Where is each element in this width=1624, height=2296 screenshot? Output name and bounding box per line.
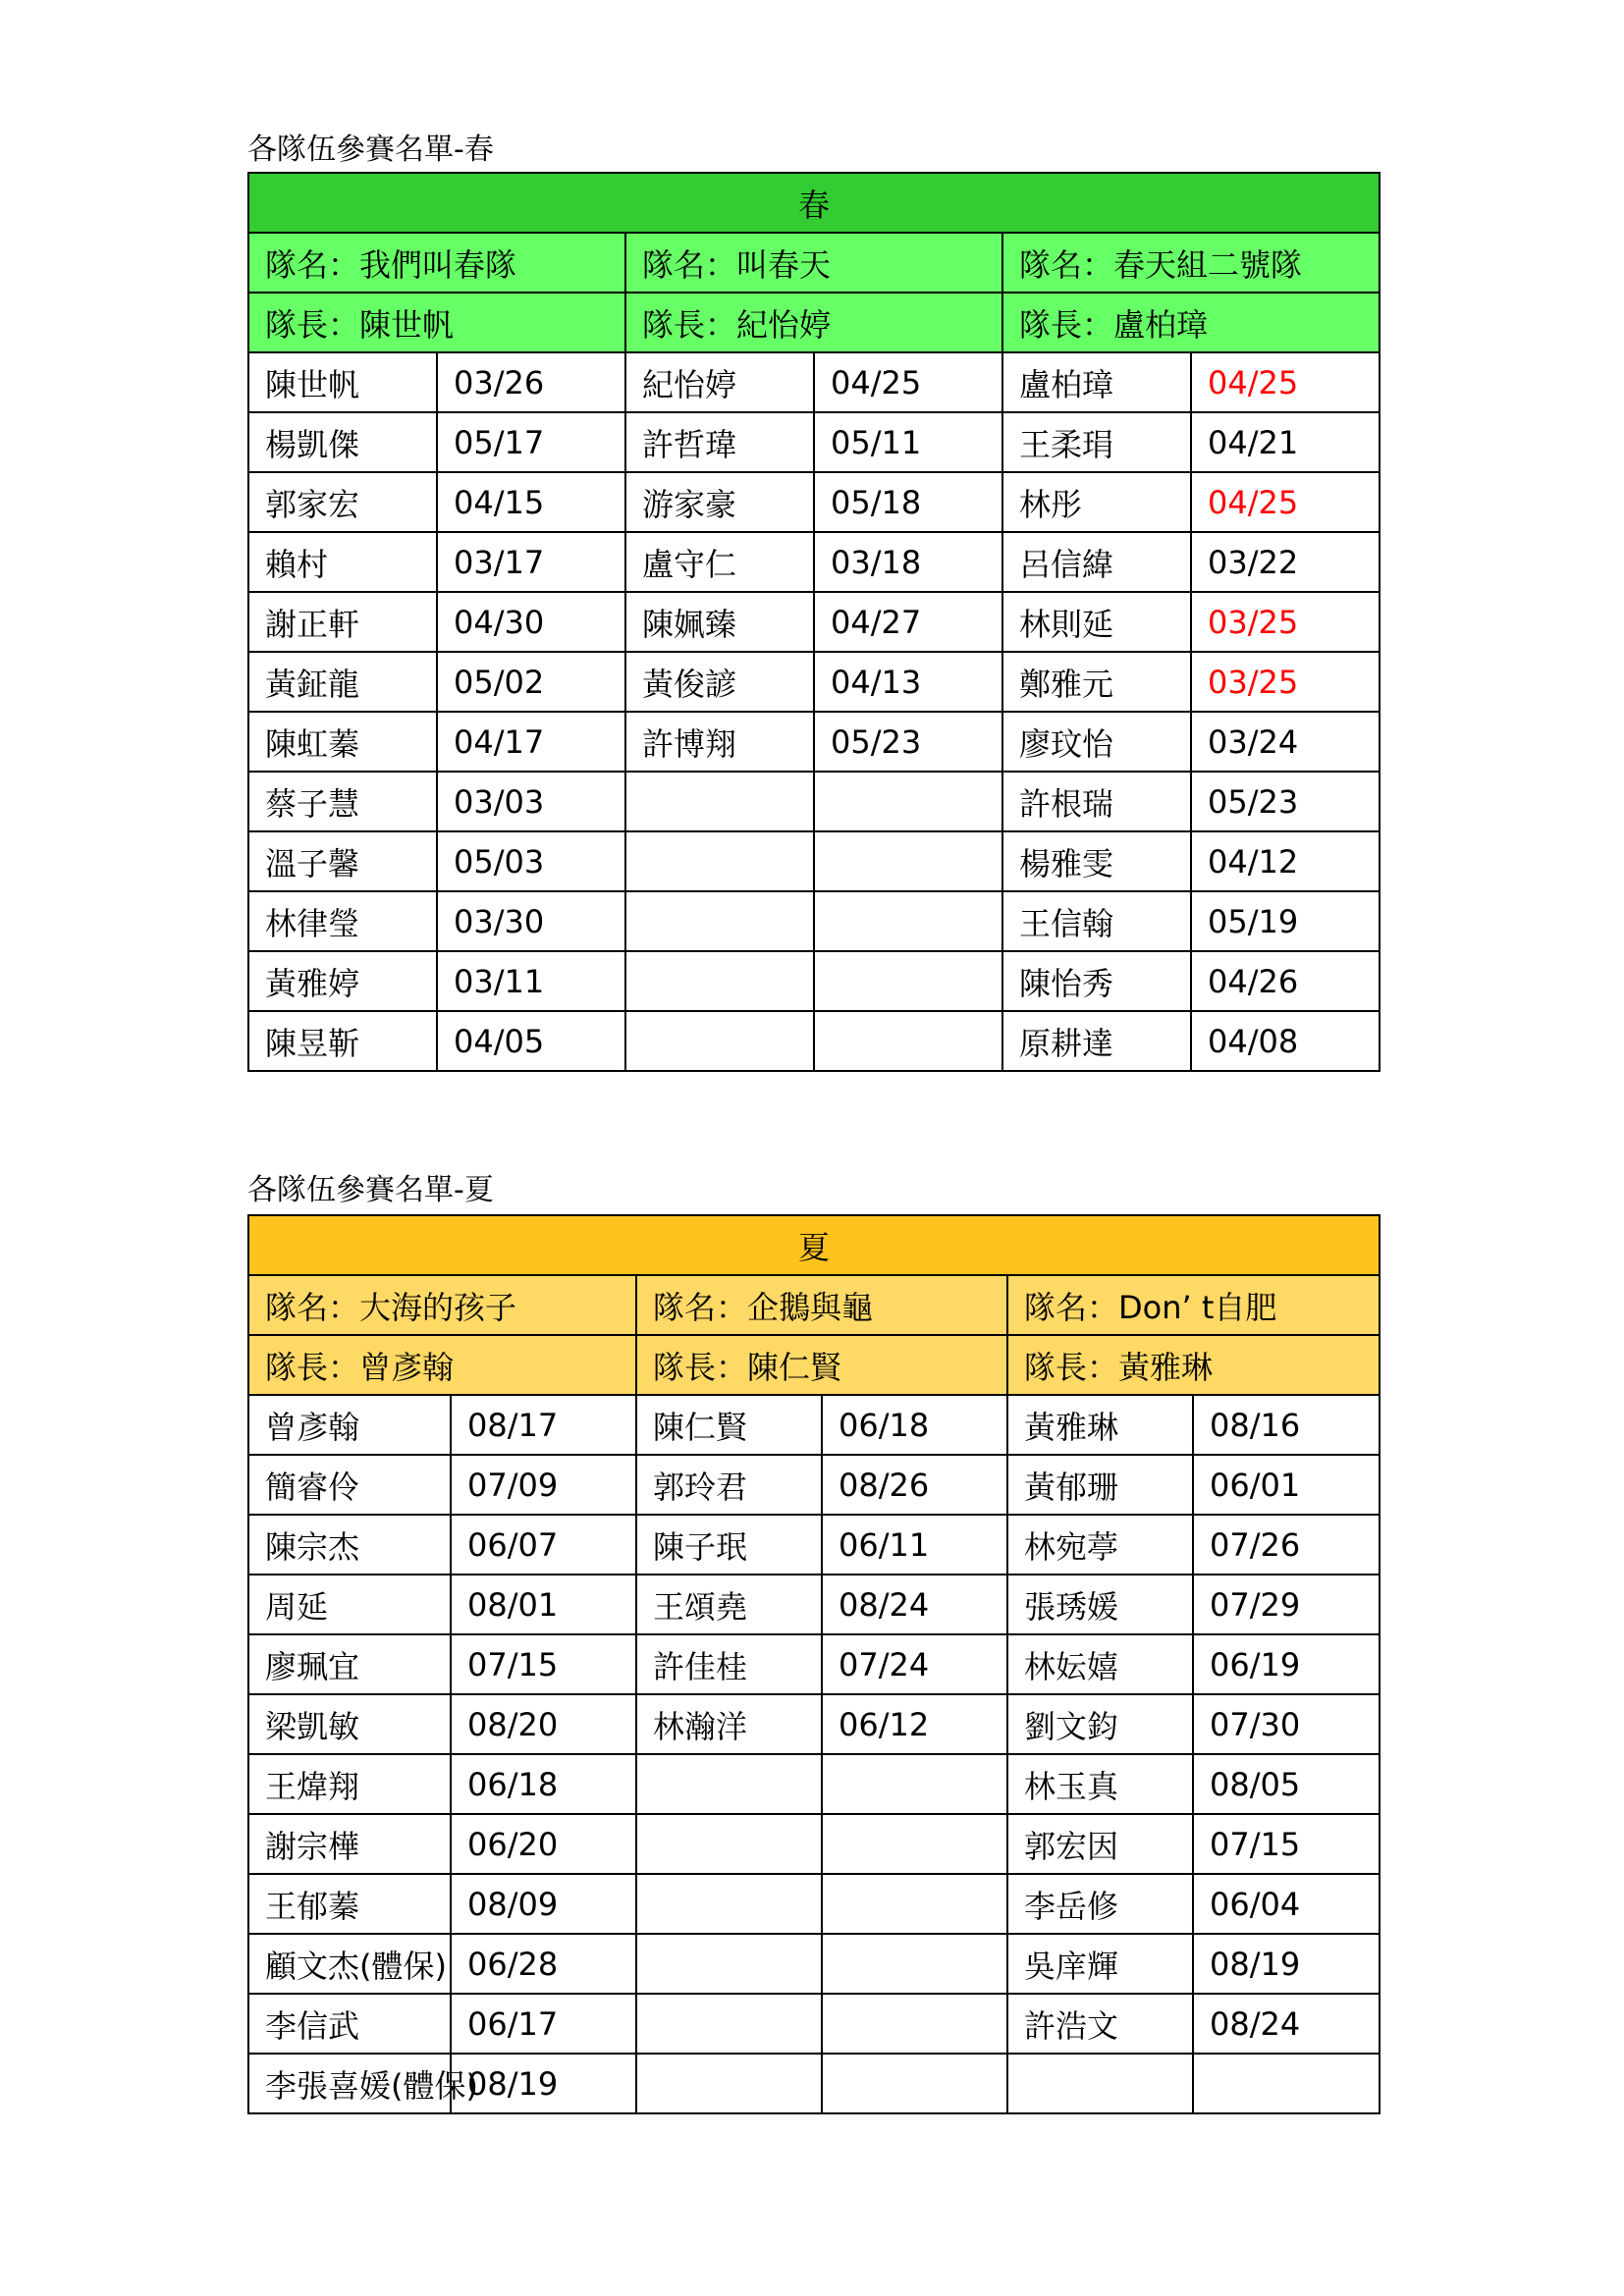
- member-date: [814, 951, 1002, 1011]
- member-date: 06/12: [822, 1694, 1007, 1754]
- member-date: 07/09: [451, 1455, 636, 1515]
- member-date: [822, 2054, 1007, 2113]
- member-date: 08/01: [451, 1575, 636, 1634]
- member-name: 王煒翔: [248, 1754, 451, 1814]
- member-name: 劉文鈞: [1007, 1694, 1193, 1754]
- member-name: [1007, 2054, 1193, 2113]
- member-date: 03/25: [1191, 592, 1380, 652]
- member-date: 04/13: [814, 652, 1002, 712]
- summer-roster-table: [247, 1214, 1380, 2114]
- member-date: 08/09: [451, 1874, 636, 1934]
- member-name: 林宛葶: [1007, 1515, 1193, 1575]
- member-name: 陳宗杰: [248, 1515, 451, 1575]
- member-name: [625, 951, 814, 1011]
- member-date: 08/19: [1193, 1934, 1380, 1994]
- team-captain: 隊長：曾彥翰: [248, 1335, 636, 1395]
- member-row: [248, 1934, 1380, 1994]
- member-date: 07/15: [1193, 1814, 1380, 1874]
- member-row: [248, 412, 1380, 472]
- member-date: 03/24: [1191, 712, 1380, 772]
- member-row: [248, 1754, 1380, 1814]
- member-date: 04/12: [1191, 831, 1380, 891]
- member-row: [248, 1395, 1380, 1455]
- member-name: 許浩文: [1007, 1994, 1193, 2054]
- member-date: 08/19: [451, 2054, 636, 2113]
- member-name: [636, 2054, 822, 2113]
- member-name: [636, 1754, 822, 1814]
- member-name: 賴村: [248, 532, 437, 592]
- team-name: 隊名：春天組二號隊: [1002, 233, 1380, 293]
- member-name: 黃雅婷: [248, 951, 437, 1011]
- member-date: 06/07: [451, 1515, 636, 1575]
- member-name: 許根瑞: [1002, 772, 1191, 831]
- member-date: 05/23: [1191, 772, 1380, 831]
- member-row: [248, 1575, 1380, 1634]
- member-date: 07/24: [822, 1634, 1007, 1694]
- member-name: 張琇媛: [1007, 1575, 1193, 1634]
- member-date: 08/26: [822, 1455, 1007, 1515]
- member-date: 08/20: [451, 1694, 636, 1754]
- member-name: 陳虹蓁: [248, 712, 437, 772]
- team-name: 隊名：企鵝與龜: [636, 1275, 1007, 1335]
- member-date: 08/16: [1193, 1395, 1380, 1455]
- team-name: 隊名：Don’ t自肥: [1007, 1275, 1380, 1335]
- member-date: 05/11: [814, 412, 1002, 472]
- member-name: 林彤: [1002, 472, 1191, 532]
- member-name: 吳庠輝: [1007, 1934, 1193, 1994]
- member-row: [248, 1634, 1380, 1694]
- member-date: 04/08: [1191, 1011, 1380, 1071]
- member-date: 08/24: [822, 1575, 1007, 1634]
- member-name: [625, 1011, 814, 1071]
- member-name: 郭宏因: [1007, 1814, 1193, 1874]
- member-date: 08/24: [1193, 1994, 1380, 2054]
- member-name: 謝宗樺: [248, 1814, 451, 1874]
- member-name: [625, 891, 814, 951]
- member-name: 林玉真: [1007, 1754, 1193, 1814]
- team-captain: 隊長：盧柏璋: [1002, 293, 1380, 352]
- member-name: 盧柏璋: [1002, 352, 1191, 412]
- member-date: 03/26: [437, 352, 625, 412]
- member-date: 03/03: [437, 772, 625, 831]
- member-row: [248, 1455, 1380, 1515]
- member-row: [248, 891, 1380, 951]
- member-name: 林妘嬉: [1007, 1634, 1193, 1694]
- member-name: 王郁蓁: [248, 1874, 451, 1934]
- member-name: [636, 1934, 822, 1994]
- member-date: [1193, 2054, 1380, 2113]
- member-row: [248, 1874, 1380, 1934]
- member-row: [248, 1694, 1380, 1754]
- member-row: [248, 2054, 1380, 2113]
- season-header: 春: [248, 173, 1380, 233]
- member-row: [248, 1994, 1380, 2054]
- member-date: 04/30: [437, 592, 625, 652]
- member-date: 03/30: [437, 891, 625, 951]
- member-date: 03/25: [1191, 652, 1380, 712]
- member-name: 李張喜媛(體保): [248, 2054, 451, 2113]
- member-date: 04/26: [1191, 951, 1380, 1011]
- member-date: 05/23: [814, 712, 1002, 772]
- team-captain: 隊長：陳世帆: [248, 293, 625, 352]
- member-date: [822, 1994, 1007, 2054]
- team-name-row: [248, 233, 1380, 293]
- season-header: 夏: [248, 1215, 1380, 1275]
- season-row: [248, 1215, 1380, 1275]
- member-name: 楊雅雯: [1002, 831, 1191, 891]
- member-date: 04/27: [814, 592, 1002, 652]
- member-name: 陳世帆: [248, 352, 437, 412]
- team-captain: 隊長：黃雅琳: [1007, 1335, 1380, 1395]
- member-name: 許哲瑋: [625, 412, 814, 472]
- member-name: 顧文杰(體保): [248, 1934, 451, 1994]
- member-name: 簡睿伶: [248, 1455, 451, 1515]
- member-date: 05/18: [814, 472, 1002, 532]
- member-name: 郭家宏: [248, 472, 437, 532]
- member-date: 06/11: [822, 1515, 1007, 1575]
- member-date: 06/04: [1193, 1874, 1380, 1934]
- member-name: 黃鉦龍: [248, 652, 437, 712]
- member-date: 06/28: [451, 1934, 636, 1994]
- member-date: 03/11: [437, 951, 625, 1011]
- member-date: 03/22: [1191, 532, 1380, 592]
- member-name: 王柔琄: [1002, 412, 1191, 472]
- member-date: 07/29: [1193, 1575, 1380, 1634]
- member-name: 廖珮宜: [248, 1634, 451, 1694]
- member-row: [248, 831, 1380, 891]
- member-name: 陳子珉: [636, 1515, 822, 1575]
- member-name: 陳仁賢: [636, 1395, 822, 1455]
- member-date: [814, 891, 1002, 951]
- member-name: 陳怡秀: [1002, 951, 1191, 1011]
- member-row: [248, 592, 1380, 652]
- member-name: 郭玲君: [636, 1455, 822, 1515]
- member-name: 原耕達: [1002, 1011, 1191, 1071]
- member-name: 楊凱傑: [248, 412, 437, 472]
- member-name: 溫子馨: [248, 831, 437, 891]
- member-date: 04/25: [1191, 472, 1380, 532]
- member-date: 05/17: [437, 412, 625, 472]
- spring-roster-title: 各隊伍參賽名單-春: [247, 133, 494, 167]
- member-row: [248, 1515, 1380, 1575]
- team-name: 隊名：我們叫春隊: [248, 233, 625, 293]
- member-date: 03/17: [437, 532, 625, 592]
- member-date: 06/20: [451, 1814, 636, 1874]
- member-name: 紀怡婷: [625, 352, 814, 412]
- member-row: [248, 652, 1380, 712]
- member-row: [248, 532, 1380, 592]
- team-name-row: [248, 1275, 1380, 1335]
- member-date: 03/18: [814, 532, 1002, 592]
- member-date: [814, 831, 1002, 891]
- member-date: 04/17: [437, 712, 625, 772]
- member-date: 05/02: [437, 652, 625, 712]
- member-date: 04/25: [1191, 352, 1380, 412]
- member-date: [822, 1874, 1007, 1934]
- member-row: [248, 352, 1380, 412]
- member-date: 08/17: [451, 1395, 636, 1455]
- member-date: 05/19: [1191, 891, 1380, 951]
- member-date: 06/17: [451, 1994, 636, 2054]
- member-row: [248, 1814, 1380, 1874]
- team-captain: 隊長：紀怡婷: [625, 293, 1002, 352]
- member-name: 許佳桂: [636, 1634, 822, 1694]
- member-name: 鄭雅元: [1002, 652, 1191, 712]
- member-name: [636, 1874, 822, 1934]
- member-name: 曾彥翰: [248, 1395, 451, 1455]
- member-date: 07/26: [1193, 1515, 1380, 1575]
- member-name: 黃雅琳: [1007, 1395, 1193, 1455]
- member-row: [248, 472, 1380, 532]
- member-date: 06/18: [822, 1395, 1007, 1455]
- member-row: [248, 1011, 1380, 1071]
- member-name: 林則延: [1002, 592, 1191, 652]
- member-name: 黃俊諺: [625, 652, 814, 712]
- member-name: 陳昱靳: [248, 1011, 437, 1071]
- member-date: 04/21: [1191, 412, 1380, 472]
- member-name: 呂信緯: [1002, 532, 1191, 592]
- member-date: 04/15: [437, 472, 625, 532]
- spring-roster-table: [247, 172, 1380, 1072]
- member-row: [248, 772, 1380, 831]
- member-date: 07/15: [451, 1634, 636, 1694]
- member-name: 游家豪: [625, 472, 814, 532]
- member-date: 05/03: [437, 831, 625, 891]
- member-name: 廖玟怡: [1002, 712, 1191, 772]
- captain-row: [248, 1335, 1380, 1395]
- member-name: 林律瑩: [248, 891, 437, 951]
- member-name: 謝正軒: [248, 592, 437, 652]
- member-date: 06/18: [451, 1754, 636, 1814]
- member-name: [636, 1994, 822, 2054]
- captain-row: [248, 293, 1380, 352]
- member-name: 李信武: [248, 1994, 451, 2054]
- member-row: [248, 951, 1380, 1011]
- member-date: 08/05: [1193, 1754, 1380, 1814]
- member-date: 04/25: [814, 352, 1002, 412]
- member-name: 梁凱敏: [248, 1694, 451, 1754]
- member-name: 李岳修: [1007, 1874, 1193, 1934]
- member-name: 周延: [248, 1575, 451, 1634]
- member-name: 蔡子慧: [248, 772, 437, 831]
- member-name: 王信翰: [1002, 891, 1191, 951]
- member-date: 04/05: [437, 1011, 625, 1071]
- member-name: [625, 772, 814, 831]
- member-name: 王頌堯: [636, 1575, 822, 1634]
- member-date: 07/30: [1193, 1694, 1380, 1754]
- member-date: 06/01: [1193, 1455, 1380, 1515]
- season-row: [248, 173, 1380, 233]
- team-name: 隊名：叫春天: [625, 233, 1002, 293]
- member-name: [625, 831, 814, 891]
- member-name: 黃郁珊: [1007, 1455, 1193, 1515]
- team-name: 隊名：大海的孩子: [248, 1275, 636, 1335]
- member-name: 陳姵臻: [625, 592, 814, 652]
- member-name: 林瀚洋: [636, 1694, 822, 1754]
- member-name: [636, 1814, 822, 1874]
- summer-roster-title: 各隊伍參賽名單-夏: [247, 1173, 494, 1207]
- member-date: [822, 1754, 1007, 1814]
- member-name: 盧守仁: [625, 532, 814, 592]
- member-date: [822, 1814, 1007, 1874]
- member-row: [248, 712, 1380, 772]
- member-date: [822, 1934, 1007, 1994]
- member-date: [814, 772, 1002, 831]
- member-date: 06/19: [1193, 1634, 1380, 1694]
- member-name: 許博翔: [625, 712, 814, 772]
- team-captain: 隊長：陳仁賢: [636, 1335, 1007, 1395]
- member-date: [814, 1011, 1002, 1071]
